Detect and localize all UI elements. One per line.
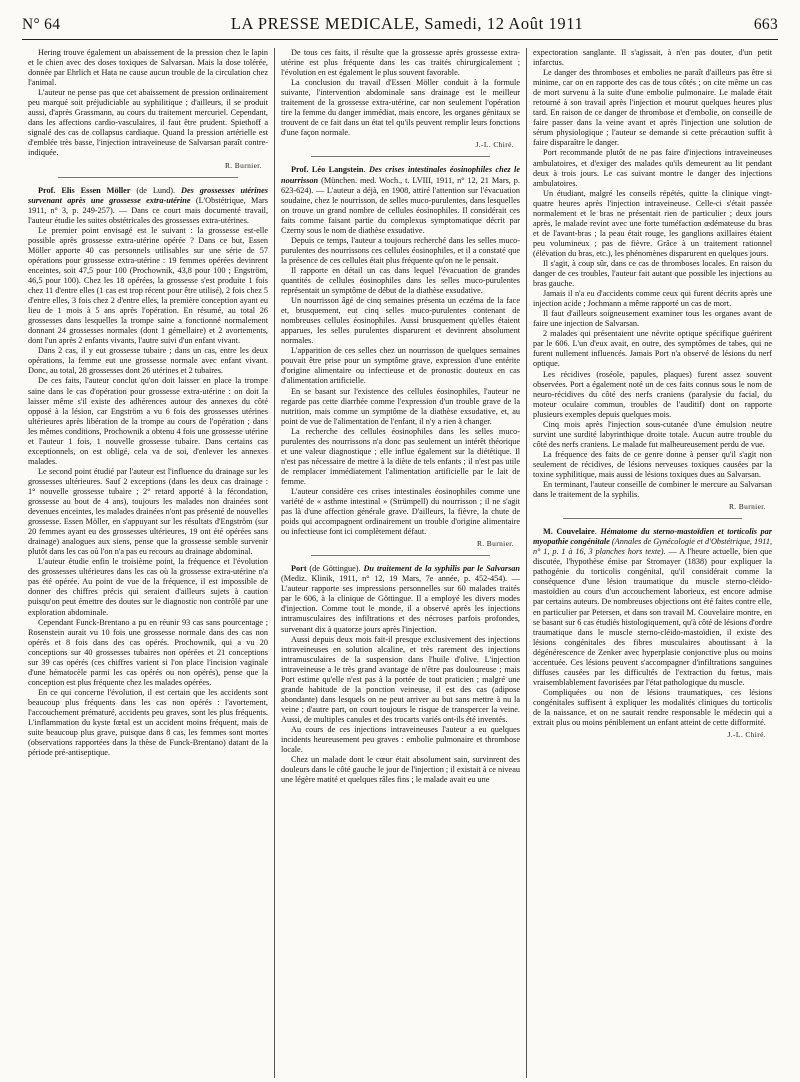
article-author-place: (de Göttingue). (306, 564, 364, 574)
paragraph: 2 malades qui présentaient une névrite optique spécifique guérirent par le 606. L'un d'eux avait, en outre, des symptômes de tabes, qui ne furent nullement influencés. Jamais Port n'a observé de lésions du nerf optique. (533, 329, 772, 369)
article-heading (281, 564, 520, 634)
paragraph: Chez un malade dont le cœur était absolument sain, survinrent des douleurs dans le côté gauche le jour de l'injection ; il existait à ce niveau une légère matité et quelques râles fins ; le malade avait eu une (281, 755, 520, 785)
running-header (22, 14, 778, 40)
article-title: Du traitement de la syphilis par le Salvarsan (363, 564, 520, 574)
paragraph: Un étudiant, malgré les conseils répétés, quitte la clinique vingt-quatre heures après l'injection intraveineuse. Celle-ci s'était passée normalement et le bras ne présentait rien de particulier ; deux jours après, le malade revint avec une forte tuméfaction œdémateuse du bras et de l'avant-bras ; la peau était rouge, les ganglions axillaires étaient peu volumineux ; pas de fièvre. Grâce à un traitement rationnel (élévation du bras, etc.), les phénomènes disparurent en quelques jours. (533, 188, 772, 258)
paragraph: — Dans ce court mais documenté travail, l'auteur étudie les suites obstétricales des grossesses extra-utérines. (28, 205, 269, 225)
paragraph: Jamais il n'a eu d'accidents comme ceux qui furent décrits après une injection acide ; Jochmann a même rapporté un cas de mort. (533, 289, 772, 309)
article-title: Des crises intestinales éosinophiles chez le nourrisson (281, 165, 521, 185)
paragraph: La recherche des cellules éosinophiles dans les selles muco-purulentes des nourrissons n'a donc pas seulement un intérêt théorique et une valeur diagnostique ; elle influe également sur la diététique. Il n'est pas nécessaire de mettre à la diète de tels enfants ; il n'est pas utile de remplacer immédiatement l'alimentation artificielle par le lait de femme. (281, 426, 520, 486)
article-title: Hématome du sterno-mastoïdien et torticolis par myopathie congénitale (533, 527, 772, 547)
paragraph: Depuis ce temps, l'auteur a toujours recherché dans les selles muco-purulentes des nourrissons ces cellules éosinophiles, et il a constaté que la présence de ces cellules était plus fréquente qu'on ne le pensait. (281, 235, 520, 265)
paragraph: De tous ces faits, il résulte que la grossesse après grossesse extra-utérine est plus fréquente dans les cas traités chirurgicalement ; l'évolution en est également le plus souvent favorable. (281, 48, 520, 78)
signature: R. Burnier. (476, 539, 514, 549)
article-reference: (Annales de Gynécologie et d'Obstétrique, 1911, n° 1, p. 1 à 16, 3 planches hors texte). (533, 537, 773, 557)
paragraph: Il rapporte en détail un cas dans lequel l'évacuation de grandes quantités de cellules éosinophiles dans les selles muco-purulentes représentait un symptôme de début de la diathèse exsudative. (281, 265, 520, 296)
paragraph: Au cours de ces injections intraveineuses l'auteur a eu quelques incidents heureusement peu graves : embolie pulmonaire et thrombose locale. (281, 725, 520, 755)
page-number: 663 (753, 16, 778, 33)
paragraph: Compliquées ou non de lésions traumatiques, ces lésions congénitales suffisent à expliquer les modalités cliniques du torticolis de la naissance, et on ne saurait rendre responsable le médecin qui a extrait plus ou moins péniblement un enfant atteint de cette difformité. (533, 687, 772, 728)
paragraph: Il s'agit, à coup sûr, dans ce cas de thromboses locales. En raison du danger de ces troubles, l'auteur fait autant que possible les injections au bras gauche. (533, 258, 772, 289)
paragraph: La conclusion du travail d'Essen Möller conduit à la formule suivante, l'intervention abdominale sans drainage est le meilleur traitement de la grossesse extra-utérine, car non seulement l'opération tire la femme du danger immédiat, mais encore, les organes génitaux se trouvent de ce fait dans un état tel qu'ils peuvent remplir leurs fonctions d'une façon normale. (281, 78, 520, 138)
article-reference: (München. med. Woch., t. LVIII, 1911, n° 12, 21 Mars, p. 623-624). (281, 175, 520, 195)
paragraph: Port recommande plutôt de ne pas faire d'injections intraveineuses ambulatoires, et d'exiger des malades qu'ils demeurent au lit pendant deux à trois jours. Le cas suivant montre le danger des injections ambulatoires. (533, 148, 772, 188)
paragraph: Hering trouve également un abaissement de la pression chez le lapin et le chien avec des doses toxiques de Salvarsan. Mais la dose tolérée, donnée par Ehrlich et Hata ne cause aucun trouble de la circulation chez l'animal. (28, 48, 268, 88)
paragraph: L'apparition de ces selles chez un nourrisson de quelques semaines pouvait être prise pour un symptôme grave, expression d'une entérite d'origine alimentaire ou infectieuse et de pronostic douteux en cas d'alimentation artificielle. (281, 346, 520, 386)
article-author: M. Couvelaire (543, 527, 595, 537)
paragraph: Un nourrisson âgé de cinq semaines présenta un eczéma de la face et, brusquement, eut cinq selles muco-purulentes contenant de nombreuses cellules éosinophiles. Aussi brusquement qu'elles étaient apparues, les selles purulentes disparurent et devinrent absolument normales. (281, 296, 520, 346)
paragraph: — L'auteur a déjà, en 1908, attiré l'attention sur l'évacuation soudaine, chez le nourrisson, de selles muco-purulentes, dans lesquelles on trouve un grand nombre de cellules éosinophiles. Il considérait ces faits comme faisant partie du complexus symptomatique décrit par Czerny sous le nom de diathèse exsudative. (281, 185, 521, 235)
article-author: Prof. Léo Langstein (291, 165, 364, 175)
paragraph: — A l'heure actuelle, bien que discutée, l'hypothèse émise par Stromayer (1838) pour expliquer la pathogénie du torticolis congénital, qu'il considérait comme la conséquence d'une lésion traumatique du muscle sterno-cléido-mastoïdien au cours d'un accouchement laborieux, est encore admise par certains auteurs. De nombreuses objections ont été faites contre elle, en particulier par Petersen, et dans son travail M. Couvelaire montre, en se basant sur 6 cas étudiés histologiquement, qu'à côté de lésions d'ordre traumatique dans le muscle sterno-cléido-mastoïdien, il existe des lésions congénitales des fibres musculaires aboutissant à la dégénérescence de Zenker avec hyperplasie conjonctive plus ou moins accentuée. Ces lésions peuvent s'accompagner d'infiltrations sanguines diffuses causées par les difficultés de l'extraction du fœtus, mais vraisemblablement favorisées par l'état pathologique du muscle. (533, 547, 772, 687)
article-author-place: (de Lund). (130, 185, 181, 195)
article-heading (533, 527, 772, 688)
text-columns (22, 48, 778, 1078)
column-2 (274, 48, 526, 1078)
article-separator (58, 177, 238, 178)
article-author-separator: . (363, 165, 369, 175)
paragraph: En terminant, l'auteur conseille de combiner le mercure au Salvarsan dans le traitement de la syphilis. (533, 480, 772, 500)
article-title: Des grossesses utérines survenant après une grossesse extra-utérine (28, 185, 268, 205)
column-3 (526, 48, 778, 1078)
article-author: Port (291, 564, 307, 574)
paragraph: Le danger des thromboses et embolies ne paraît d'ailleurs pas être si minime, car on en rapporte des cas de tous côtés ; on cite même un cas de mort survenu à la suite d'une embolie pulmonaire. Le malade était retourné à son travail après l'injection et mourut quelques heures plus tard. En raison de ce danger de thrombose et d'embolie, on conseille de faire passer dans la veine avant et après l'injection une solution de sérum physiologique ; l'auteur se demande si cette précaution suffit à faire disparaître le danger. (533, 68, 772, 148)
paragraph: Cependant Funck-Brentano a pu en réunir 93 cas sans pourcentage ; Rosenstein aurait vu 10 fois une grossesse normale dans des cas non opérés et 8 fois dans des cas opérés. Prochownik, qui a vu 20 conceptions sur 40 grossesses tubaires non opérées et 21 conceptions sur 39 cas opérés (ces chiffres varient si l'on place l'incision vaginale d'une hématocèle parmi les cas opérés ou non opérés), pense que la conception est plus fréquente chez les malades opérées. (28, 617, 268, 687)
article-heading (28, 186, 268, 226)
paragraph: En se basant sur l'existence des cellules éosinophiles, l'auteur ne regarde pas cette diarrhée comme l'expression d'un trouble grave de la nutrition, mais comme un symptôme de la diathèse exsudative, et, au point de vue de l'alimentation de l'enfant, il n'y a rien à changer. (281, 386, 520, 426)
paragraph: La fréquence des faits de ce genre donne à penser qu'il s'agit non seulement de récidives, de lésions nerveuses toxiques causées par la toxine syphilitique, mais aussi de lésions toxiques dues au Salvarsan. (533, 449, 772, 479)
issue-number: N° 64 (22, 16, 61, 33)
paragraph: L'auteur ne pense pas que cet abaissement de pression ordinairement peu marqué soit préjudiciable au syphilitique ; d'ailleurs, il se produit aussi, d'après Grassmann, au cours du traitement mercuriel. Cependant, dans les affections cardio-vasculaires, il faut être prudent. Spiethoff a signalé des cas de collapsus cardiaque. Quand la pression artérielle est d'emblée très basse, l'injection intraveineuse de Salvarsan paraît contre-indiquée. (28, 88, 268, 158)
paragraph: Le second point étudié par l'auteur est l'influence du drainage sur les grossesses ultérieures. Sauf 2 exceptions (dans les deux cas drainage : 1° nouvelle grossesse tubaire ; 2° retard apporté à la fécondation, grossesse au bout de 4 ans), toujours les malades non drainées sont devenues enceintes, les malades drainées n'ont pas présenté de nouvelles grossesse. Essen Möller, en s'appuyant sur les résultats d'Engström (sur 20 femmes ayant eu des grossesses ultérieures, 19 ont été opérées sans drainage) analogues aux siens, pense que la grossesse semble survenir plutôt dans les cas où l'on n'a pas eu recours au drainage abdominal. (28, 466, 268, 557)
paragraph: Cinq mois après l'injection sous-cutanée d'une émulsion neutre survint une surdité labyrinthique droite totale. Aucun autre trouble du côté des nerfs craniens. Le malade fut malheureusement perdu de vue. (533, 419, 772, 449)
article-separator (311, 555, 490, 556)
paragraph: — L'auteur rapporte ses impressions personnelles sur 60 malades traités par le 606, à la clinique de Göttingue. Il a employé les divers modes d'injection. Comme tout le monde, il a observé après les injections intramusculaires des infiltrations et des nécroses parfois profondes, survenant dix à quatorze jours après l'injection. (281, 574, 520, 634)
article-reference: (L'Obstétrique, Mars 1911, n° 3, p. 249-257). (28, 195, 268, 215)
paragraph: Les récidives (roséole, papules, plaques) furent assez souvent observées. Port a également noté un de ces faits connus sous le nom de neuro-récidives du côté des nerfs craniens (paralysie du facial, du moteur oculaire commun, troubles de l'auditif) dont on rapporte plusieurs exemples depuis quelques mois. (533, 369, 772, 419)
paragraph: L'auteur étudie enfin le troisième point, la fréquence et l'évolution des grossesses ultérieures dans les cas où la grossesse extra-utérine n'a pas été opérée. Au point de vue de la fréquence, il est impossible de donner des chiffres précis qui seraient d'ailleurs sujets à caution puisqu'on peut émettre des doutes sur le diagnostic non contrôlé par une exploration abdominale. (28, 557, 268, 617)
article-reference: (Mediz. Klinik, 1911, n° 12, 19 Mars, 7e année, p. 452-454). (281, 574, 508, 584)
article-separator (563, 518, 742, 519)
paragraph: Aussi depuis deux mois fait-il presque exclusivement des injections intraveineuses en solution alcaline, et très rarement des injections intramusculaires de la suspension dans l'huile d'olive. L'injection intraveineuse a le très grand avantage de n'être pas douloureuse ; mais Port estime qu'elle n'est pas à la portée de tout praticien ; malgré une grande habitude de la ponction veineuse, il est des cas (adipose abondante) dans lesquels on ne peut arriver au but sans mettre à nu la veine ; d'autre part, on court toujours le risque de transpercer la veine. Aussi, de multiples canules et des trocarts variés ont-ils été inventés. (281, 634, 520, 724)
paragraph: expectoration sanglante. Il s'agissait, à n'en pas douter, d'un petit infarctus. (533, 48, 772, 68)
paragraph: Il faut d'ailleurs soigneusement examiner tous les organes avant de faire une injection de Salvarsan. (533, 309, 772, 329)
paragraph: De ces faits, l'auteur conclut qu'on doit laisser en place la trompe saine dans le cas d'opération pour grossesse extra-utérine : on doit la laisser même s'il existe des adhérences autour des annexes du côté opposé à la lésion, car Engström a vu 6 fois des grossesses utérines ultérieures après libération de la trompe au cours de l'opération ; dans les mêmes conditions, Prochownik a obtenu 4 fois une grossesse utérine et l'auteur 1 fois, 1 nouvelle grossesse tubaire. Dans certains cas exceptionnels, on est obligé, cela va de soi, d'enlever les annexes malades. (28, 376, 268, 466)
article-author: Prof. Elis Essen Möller (38, 185, 131, 195)
signature: J.-L. Chiré. (727, 730, 766, 740)
signature: R. Burnier. (728, 502, 766, 512)
journal-title-date: LA PRESSE MEDICALE, Samedi, 12 Août 1911 (230, 14, 584, 33)
column-1 (22, 48, 274, 1078)
article-separator (311, 156, 490, 157)
paragraph: En ce qui concerne l'évolution, il est certain que les accidents sont beaucoup plus fréquents dans les cas non opérés : l'avortement, l'accouchement prématuré, accidents peu graves, sont les plus fréquents. L'inflammation du kyste fœtal est un accident moins fréquent, mais de suite beaucoup plus grave, puisque dans 8 cas, les femmes sont mortes (observations rapportées dans la thèse de Funck-Brentano) datant de la période pré-antiseptique. (28, 687, 268, 758)
paragraph: Dans 2 cas, il y eut grossesse tubaire ; dans un cas, entre les deux opérations, la femme eut une grossesse normale avec enfant vivant. Donc, au total, 28 grossesses dont 26 utérines et 2 tubaires. (28, 346, 268, 376)
signature: R. Burnier. (224, 160, 262, 170)
paragraph: L'auteur considère ces crises intestinales éosinophiles comme une variété de « asthme intestinal » (Strümpell) du nourrisson ; il ne s'agit pas là d'une affection générale grave. D'ailleurs, la fièvre, la chute de poids qui accompagnent ordinairement un trouble d'origine alimentaire ou infectieuse font ici complètement défaut. (281, 486, 520, 537)
signature: J.-L. Chiré. (475, 140, 514, 150)
paragraph: Le premier point envisagé est le suivant : la grossesse est-elle possible après grossesse extra-utérine opérée ? Dans ce but, Essen Möller apporte 40 cas personnels utilisables sur une série de 57 opérations pour grossesse extra-utérine : 19 femmes opérées devinrent enceintes, soit 47,5 pour 100 (Prochownik, 43,8 pour 100 ; Engström, 46,5 pour 100). Chez les 18 opérées, la grossesse s'est produite 1 fois chez 11 d'entre elles (1 cas est trop récent pour être utilisé), 2 fois chez 5 d'entre elles, 3 fois chez 2 d'entre elles, la première conception ayant eu lieu de 1 mois à 5 ans après l'opération. En résumé, au total 26 grossesses dans lesquelles la trompe saine a fonctionné normalement donnant 24 grossesses normales (dont 1 gémellaire) et 2 avortements, dont l'un après 2 enfants vivants, l'autre suivi d'un enfant vivant. (28, 225, 268, 346)
article-author-separator: . (594, 527, 601, 537)
article-heading (281, 165, 520, 235)
